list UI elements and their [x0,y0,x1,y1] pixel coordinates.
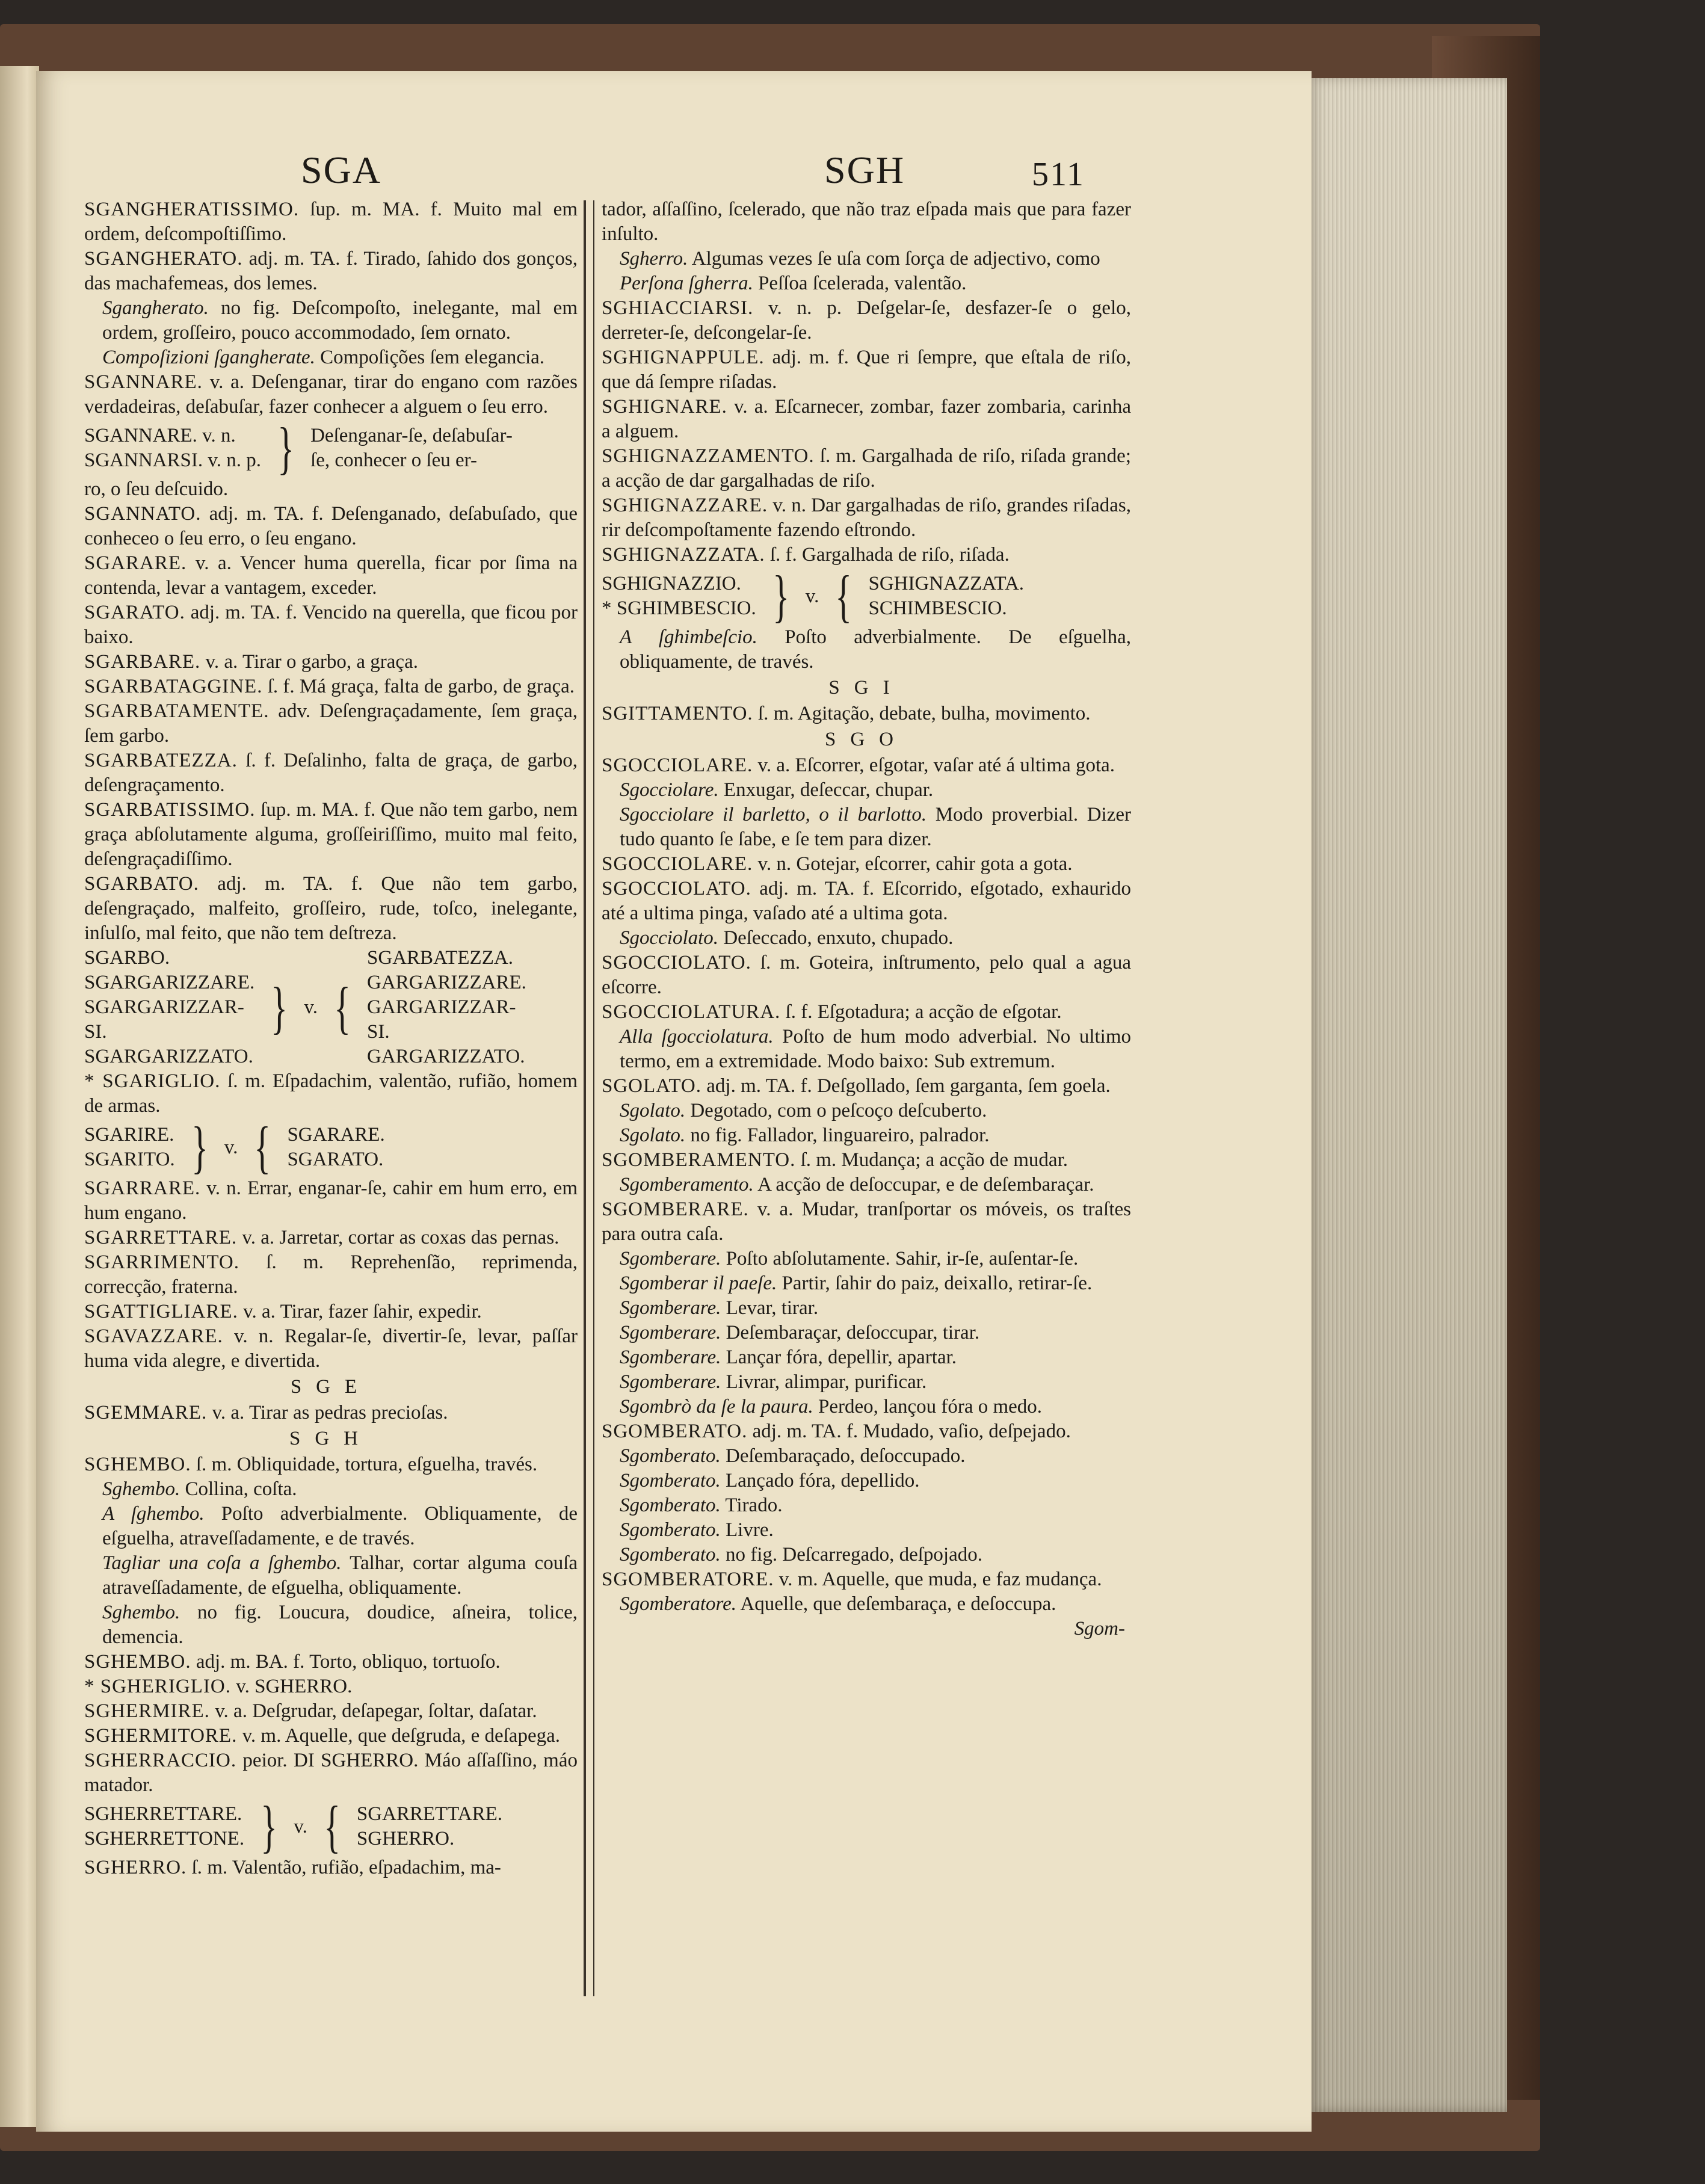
definition: Poſto de hum modo adverbial. No ultimo termo, em a extremidade. Modo baixo: Sub extremum. [620,1026,1131,1072]
headword: SGOCCIOLATO. [602,878,751,899]
definition: ſ. m. Goteira, inſtrumento, pelo qual a agua eſcorre. [602,952,1131,998]
reference-target: GARGARIZZARE. [367,972,526,993]
facing-page-edge [0,66,39,2127]
reference-marker: v. [294,1815,307,1837]
dictionary-entry [602,444,1131,493]
sub-entry-phrase: Sgomberare. [620,1346,721,1368]
dictionary-entry [84,748,578,798]
definition: Deſembaraçado, deſoccupado. [720,1445,966,1467]
sub-entry-phrase: Sgomberato. [620,1495,721,1516]
sub-entry-phrase: Sgolato. [620,1124,686,1146]
brace-mark-icon: { [835,564,852,628]
headword: SGOCCIOLARE. [602,754,753,776]
headword: * SGHIMBESCIO. [602,597,756,619]
dictionary-entry [84,1226,578,1250]
definition: Poſto adverbialmente. De eſguelha, obliquamente, de través. [620,626,1131,673]
sub-entry [602,926,1131,951]
sub-entry [602,1271,1131,1296]
definition: Livrar, alimpar, purificar. [721,1371,927,1393]
headword: SGOMBERARE. [602,1198,749,1220]
reference-target: SGARRETTARE. [356,1803,503,1825]
dictionary-entry [84,798,578,872]
headword: SGOCCIOLARE. [602,853,753,875]
dictionary-page [36,71,1312,2132]
cross-reference-targets [310,424,513,473]
definition: ſ. m. Agitação, debate, bulha, movimento. [753,703,1091,724]
dictionary-entry [84,1300,578,1324]
headword: SGARGARIZZAR- [84,996,244,1018]
dictionary-entry [84,1855,578,1880]
definition: v. n. Regalar-ſe, divertir-ſe, levar, paſſar huma vida alegre, e divertida. [84,1325,578,1372]
headword: SGARIRE. [84,1124,174,1146]
headword: SGHEMBO. [84,1651,191,1673]
definition: ſ. f. Deſalinho, falta de graça, de garbo, deſengraçamento. [84,750,578,796]
sub-entry-phrase: Sgomberato. [620,1544,721,1566]
headword: SGHERMIRE. [84,1700,210,1722]
headword: SGOCCIOLATO. [602,952,751,973]
dictionary-entry [84,1324,578,1374]
dictionary-entry [602,951,1131,1000]
headword: SGHERRETTARE. [84,1803,242,1825]
headword: SGOMBERATORE. [602,1569,774,1590]
cross-reference-group [84,1115,578,1179]
sub-entry-phrase: Perſona ſgherra. [620,273,753,294]
headword: SGARRIMENTO. [84,1251,240,1273]
cross-reference-headwords [84,424,261,473]
dictionary-entry [84,674,578,699]
brace-mark-icon: } [191,1115,208,1179]
section-letter-heading: SGI [828,677,904,699]
cross-reference-group [602,564,1131,628]
definition: Lançado fóra, depellido. [720,1470,920,1491]
cross-reference-group [84,416,578,480]
headword: SGANGHERATISSIMO. [84,199,300,220]
brace-mark-icon: { [254,1115,271,1179]
brace-mark-icon: { [334,975,351,1040]
definition: adj. m. TA. f. Deſgollado, ſem garganta, ſem goela. [701,1075,1111,1097]
definition: v. SGHERRO. [230,1676,353,1697]
definition: Levar, tirar. [721,1297,819,1319]
definition: ſup. m. MA. f. Que não tem garbo, nem graça abſolutamente alguma, groſſeiriſſimo, muito mal feito, deſengraçadiſſimo. [84,799,578,870]
sub-entry-phrase: Sgangherato. [102,297,209,319]
reference-target: SCHIMBESCIO. [868,597,1007,619]
sub-entry-phrase: Compoſizioni ſgangherate. [102,347,315,368]
sub-entry-phrase: A ſghembo. [102,1503,205,1525]
reference-target: GARGARIZZATO. [367,1046,525,1067]
sub-entry [602,247,1131,271]
definition: Talhar, cortar alguma couſa atraveſſadamente, de eſguelha, obliquamente. [102,1552,578,1599]
sub-entry [602,271,1131,296]
entry-continuation: tador, aſſaſſino, ſcelerado, que não traz eſpada mais que para fazer inſulto. [602,199,1131,245]
definition: Compoſições ſem elegancia. [315,347,545,368]
sub-entry-phrase: A ſghimbeſcio. [620,626,757,648]
dictionary-entry [84,247,578,296]
reference-target: SGARATO. [287,1149,384,1170]
definition: adj. m. TA. f. Vencido na querella, que ficou por baixo. [84,602,578,648]
dictionary-entry [602,702,1131,726]
definition: Enxugar, deſeccar, chupar. [718,779,934,801]
sub-entry [84,1502,578,1551]
definition: v. a. Tirar as pedras precioſas. [207,1402,448,1424]
definition: v. n. p. Deſgelar-ſe, desfazer-ſe o gelo, derreter-ſe, deſcongelar-ſe. [602,297,1131,344]
headword: SGARRARE. [84,1177,201,1199]
sub-entry [602,625,1131,674]
reference-target: Deſenganar-ſe, deſabuſar- [310,425,513,446]
definition: adj. m. BA. f. Torto, obliquo, tortuoſo. [191,1651,501,1673]
headword: SGOMBERAMENTO. [602,1149,796,1171]
dictionary-entry [602,877,1131,926]
headword: SGARBO. [84,947,170,969]
headword: SGANNARE. v. n. [84,425,236,446]
headword: SGARRETTARE. [84,1227,238,1248]
definition: ſ. f. Eſgotadura; a acção de eſgotar. [780,1001,1062,1023]
dictionary-entry [84,1650,578,1674]
headword: SGHIGNAZZIO. [602,573,741,594]
definition: Lançar fóra, depellir, apartar. [721,1346,957,1368]
sub-entry-phrase: Sgomberare. [620,1297,721,1319]
definition: Modo proverbial. Dizer tudo quanto ſe ſabe, e ſe tem para dizer. [620,804,1131,850]
sub-entry [84,1600,578,1650]
dictionary-entry [84,370,578,419]
sub-entry [84,1551,578,1600]
headword: SGHERMITORE. [84,1725,238,1747]
definition: adv. Deſengraçadamente, ſem graça, ſem garbo. [84,700,578,747]
sub-entry [602,1469,1131,1493]
sub-entry [602,1493,1131,1518]
headword: SGARBATAGGINE. [84,676,263,697]
section-letter-heading: SGH [289,1428,373,1449]
headword: SGHIGNAZZARE. [602,495,768,516]
sub-entry [602,1543,1131,1567]
sub-entry [84,1477,578,1502]
definition: A acção de deſoccupar, e de deſembaraçar. [753,1174,1094,1195]
dictionary-entry [602,1000,1131,1025]
sub-entry [602,803,1131,852]
headword: SGOMBERATO. [602,1421,748,1442]
definition: Aquelle, que deſembaraça, e deſoccupa. [736,1593,1056,1615]
cross-reference-group [84,1794,578,1859]
headword: SGARBATISSIMO. [84,799,256,821]
dictionary-entry [602,493,1131,543]
headword: SGAVAZZARE. [84,1325,223,1347]
definition: adj. m. TA. f. Eſcorrido, eſgotado, exhaurido até a ultima pinga, vaſado até a ultima gota. [602,878,1131,924]
sub-entry-phrase: Sgocciolato. [620,927,719,949]
definition: v. a. Tirar o garbo, a graça. [200,651,418,673]
dictionary-entry [84,600,578,650]
definition: v. m. Aquelle, que deſgruda, e deſapega. [237,1725,560,1747]
headword: * SGHERIGLIO. [84,1676,231,1697]
headword: SGARGARIZZARE. [84,972,255,993]
brace-mark-icon: } [261,1794,278,1859]
dictionary-entry [84,872,578,946]
sub-entry [602,1296,1131,1321]
reference-marker: v. [224,1136,238,1158]
headword: SGARBATAMENTE. [84,700,270,722]
dictionary-entry [84,551,578,600]
cross-reference-targets [868,572,1024,621]
definition: ſ. m. Valentão, rufião, eſpadachim, ma- [187,1857,501,1878]
definition: peior. DI SGHERRO. Máo aſſaſſino, máo matador. [84,1750,578,1796]
sub-entry-phrase: Sgocciolare. [620,779,719,801]
definition: Poſto adverbialmente. Obliquamente, de eſguelha, atraveſſadamente, e de través. [102,1503,578,1549]
sub-entry-phrase: Sgomberare. [620,1322,721,1343]
definition: v. a. Tirar, fazer ſahir, expedir. [238,1301,482,1322]
dictionary-entry [602,1197,1131,1247]
headword: SGARITO. [84,1149,175,1170]
definition: no fig. Deſcompoſto, inelegante, mal em ordem, groſſeiro, pouco accommodado, ſem ornato. [102,297,578,344]
headword: SGHIACCIARSI. [602,297,754,319]
definition: v. a. Eſcorrer, eſgotar, vaſar até á ultima gota. [753,754,1115,776]
sub-entry [602,1395,1131,1419]
definition: v. m. Aquelle, que muda, e faz mudança. [774,1569,1102,1590]
dictionary-entry [602,1148,1131,1173]
headword: SGHERRETTONE. [84,1828,245,1849]
definition: Livre. [720,1519,774,1541]
definition: v. a. Jarretar, cortar as coxas das pernas. [237,1227,560,1248]
headword: SGHERRO. [84,1857,187,1878]
sub-entry [602,1173,1131,1197]
brace-mark-icon: { [324,1794,341,1859]
catchword: Sgom- [1074,1618,1125,1640]
definition: Poſto abſolutamente. Sahir, ir-ſe, auſentar-ſe. [721,1248,1079,1269]
sub-entry-phrase: Alla ſgocciolatura. [620,1026,774,1047]
sub-entry-phrase: Sghembo. [102,1478,180,1500]
dictionary-entry [84,1724,578,1748]
sub-entry-phrase: Sgomberare. [620,1248,721,1269]
headword: SGANNATO. [84,503,202,525]
page-number: 511 [1032,156,1085,193]
cross-reference-targets [287,1123,384,1172]
cross-reference-headwords [84,1802,244,1851]
headword: SGARBATO. [84,873,199,895]
definition: v. a. Mudar, tranſportar os móveis, os traſtes para outra caſa. [602,1198,1131,1245]
sub-entry [84,296,578,345]
sub-entry [602,1247,1131,1271]
definition: adj. m. TA. f. Deſenganado, deſabuſado, que conheceo o ſeu erro, o ſeu engano. [84,503,578,549]
entry-continuation: ro, o ſeu deſcuido. [84,478,229,500]
headword: SGARATO. [84,602,185,623]
sub-entry-phrase: Tagliar una coſa a ſghembo. [102,1552,342,1574]
dictionary-entry [84,1699,578,1724]
reference-target: SGARARE. [287,1124,385,1146]
definition: adj. m. TA. f. Mudado, vaſio, deſpejado. [747,1421,1071,1442]
definition: Deſeccado, enxuto, chupado. [718,927,954,949]
definition: Degotado, com o peſcoço deſcuberto. [685,1100,987,1121]
headword: SGHEMBO. [84,1454,191,1475]
definition: v. n. Gotejar, eſcorrer, cahir gota a gota. [753,853,1073,875]
headword: SGANNARSI. v. n. p. [84,449,261,471]
reference-marker: v. [304,996,318,1018]
definition: v. a. Deſgrudar, deſapegar, ſoltar, daſatar. [209,1700,537,1722]
dictionary-entry [602,296,1131,345]
headword: SGARBATEZZA. [84,750,238,771]
dictionary-entry [602,345,1131,395]
definition: Collina, coſta. [180,1478,297,1500]
sub-entry [602,1592,1131,1617]
definition: ſ. m. Reprehenſão, reprimenda, correcção, fraterna. [84,1251,578,1298]
dictionary-entry [602,1567,1131,1592]
sub-entry-phrase: Sgolato. [620,1100,686,1121]
definition: v. a. Eſcarnecer, zombar, fazer zombaria, carinha a alguem. [602,396,1131,442]
definition: ſ. m. Eſpadachim, valentão, rufião, homem de armas. [84,1070,578,1117]
running-head-center: SGH [824,149,905,191]
cross-reference-headwords [602,572,756,621]
definition: adj. m. TA. f. Tirado, ſahido dos gonços, das machafemeas, dos lemes. [84,248,578,294]
dictionary-entry [84,1069,578,1118]
dictionary-entry [84,1176,578,1226]
dictionary-entry [602,543,1131,567]
sub-entry [602,1025,1131,1074]
definition: Partir, ſahir do paiz, deixallo, retirar-ſe. [777,1272,1093,1294]
brace-mark-icon: } [772,564,789,628]
dictionary-entry [84,1748,578,1798]
sub-entry-phrase: Sgomberatore. [620,1593,737,1615]
sub-entry [84,345,578,370]
sub-entry-phrase: Sgocciolare il barletto, o il barlotto. [620,804,927,825]
definition: ſ. f. Gargalhada de riſo, riſada. [765,544,1010,566]
reference-target: SGHIGNAZZATA. [868,573,1025,594]
reference-target: SI. [367,1021,390,1043]
headword: * SGARIGLIO. [84,1070,221,1092]
sub-entry [602,1099,1131,1123]
definition: ſup. m. MA. f. Muito mal em ordem, deſcompoſtiſſimo. [84,199,578,245]
reference-target: SGHERRO. [356,1828,455,1849]
reference-target: GARGARIZZAR- [367,996,516,1018]
headword: SGARBARE. [84,651,201,673]
reference-target: ſe, conhecer o ſeu er- [310,449,477,471]
brace-mark-icon: } [271,975,288,1040]
dictionary-entry [84,1250,578,1300]
reference-marker: v. [805,585,819,607]
definition: ſ. f. Má graça, falta de garbo, de graça. [262,676,575,697]
sub-entry [602,1444,1131,1469]
dictionary-entry [84,1401,578,1425]
headword: SGANGHERATO. [84,248,243,270]
dictionary-entry [84,1674,578,1699]
definition: no fig. Loucura, doudice, aſneira, tolice, demencia. [102,1602,578,1648]
definition: no fig. Fallador, linguareiro, palrador. [685,1124,990,1146]
sub-entry-phrase: Sgomberato. [620,1519,721,1541]
headword: SGATTIGLIARE. [84,1301,238,1322]
headword: SGHIGNAZZATA. [602,544,765,566]
dictionary-entry [602,1074,1131,1099]
right-column [602,197,1131,1641]
headword: SGITTAMENTO. [602,703,753,724]
definition: Deſembaraçar, deſoccupar, tirar. [721,1322,980,1343]
headword: SGOCCIOLATURA. [602,1001,781,1023]
dictionary-entry [84,1452,578,1477]
sub-entry [602,1321,1131,1345]
dictionary-entry [84,699,578,748]
cross-reference-headwords [84,946,254,1069]
definition: adj. m. TA. f. Que não tem garbo, deſengraçado, malfeito, groſſeiro, rude, toſco, inelegante, inſulſo, mal feito, que não tem deſtreza. [84,873,578,944]
section-letter-heading: SGO [824,729,908,750]
sub-entry-phrase: Sgomberamento. [620,1174,754,1195]
brace-mark-icon: } [277,416,294,480]
definition: ſ. m. Gargalhada de riſo, riſada grande; a acção de dar gargalhadas de riſo. [602,445,1131,492]
definition: v. n. Dar gargalhadas de riſo, grandes riſadas, rir deſcompoſtamente fazendo eſtrondo. [602,495,1131,541]
definition: ſ. m. Obliquidade, tortura, eſguelha, través. [191,1454,538,1475]
definition: v. a. Vencer huma querella, ficar por ſima na contenda, levar a vantagem, exceder. [84,552,578,599]
dictionary-entry [602,852,1131,877]
definition: v. a. Deſenganar, tirar do engano com razões verdadeiras, deſabuſar, fazer conhecer a alguem o ſeu erro. [84,371,578,418]
column-divider [584,200,594,1996]
dictionary-entry [602,395,1131,444]
headword: SGANNARE. [84,371,203,393]
dictionary-entry [602,753,1131,778]
definition: v. n. Errar, enganar-ſe, cahir em hum erro, em hum engano. [84,1177,578,1224]
sub-entry-phrase: Sghembo. [102,1602,180,1623]
sub-entry-phrase: Sgomberato. [620,1445,721,1467]
sub-entry [602,778,1131,803]
sub-entry [602,1123,1131,1148]
running-head-left: SGA [301,149,382,191]
left-column [84,197,578,1880]
headword: SGEMMARE. [84,1402,208,1424]
definition: Peſſoa ſcelerada, valentão. [753,273,967,294]
cross-reference-group [84,946,578,1069]
sub-entry-phrase: Sgomberare. [620,1371,721,1393]
headword: SGARARE. [84,552,187,574]
sub-entry-phrase: Sgherro. [620,248,688,270]
sub-entry [602,1345,1131,1370]
reference-target: SGARBATEZZA. [367,947,513,969]
definition: Algumas vezes ſe uſa com ſorça de adjectivo, como [688,248,1100,270]
dictionary-entry [84,197,578,247]
cross-reference-targets [367,946,526,1069]
definition: Perdeo, lançou fóra o medo. [813,1396,1043,1417]
sub-entry-phrase: Sgomberar il paeſe. [620,1272,777,1294]
sub-entry [602,1518,1131,1543]
definition: ſ. m. Mudança; a acção de mudar. [795,1149,1068,1171]
sub-entry-phrase: Sgomberato. [620,1470,721,1491]
sub-entry-phrase: Sgombrò da ſe la paura. [620,1396,813,1417]
definition: no fig. Deſcarregado, deſpojado. [720,1544,983,1566]
cross-reference-targets [357,1802,502,1851]
headword: SGARGARIZZATO. [84,1046,253,1067]
dictionary-entry [84,502,578,551]
headword: SGHERRACCIO. [84,1750,237,1771]
sub-entry [602,1370,1131,1395]
dictionary-entry [84,650,578,674]
headword: SGOLATO. [602,1075,701,1097]
headword: SGHIGNAPPULE. [602,347,765,368]
definition: Tirado. [720,1495,783,1516]
cross-reference-headwords [84,1123,175,1172]
section-letter-heading: SGE [290,1376,372,1398]
dictionary-entry [602,1419,1131,1444]
headword: SGHIGNAZZAMENTO. [602,445,815,467]
definition: adj. m. f. Que ri ſempre, que eſtala de riſo, que dá ſempre riſadas. [602,347,1131,393]
headword: SGHIGNARE. [602,396,727,418]
headword: SI. [84,1021,107,1043]
